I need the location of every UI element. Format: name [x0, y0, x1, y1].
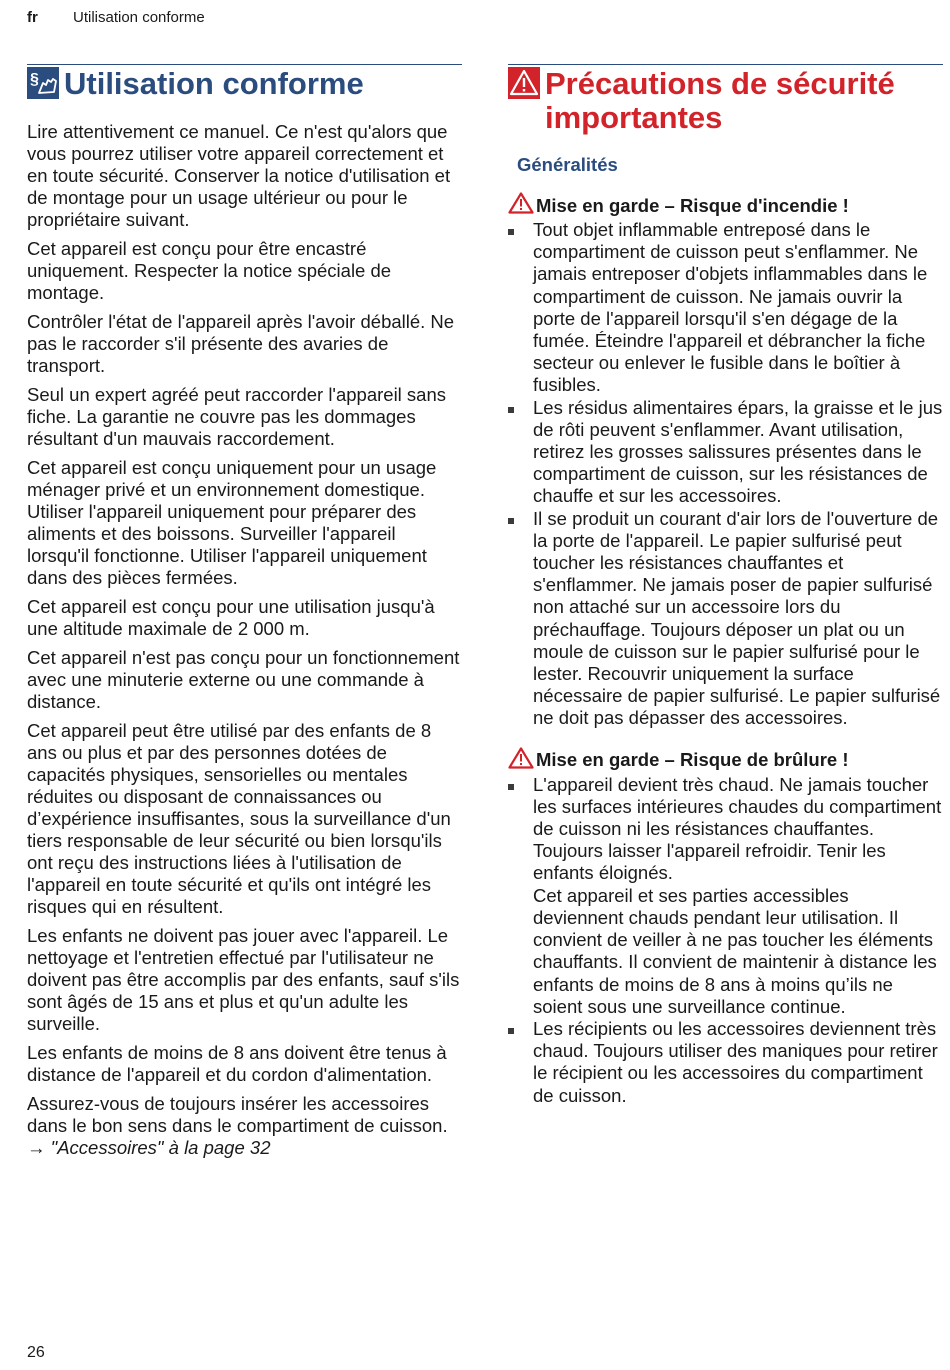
fire-warning-heading: [508, 192, 943, 219]
paragraph: Cet appareil est conçu uniquement pour un usage ménager privé et un environnement domestique. Utiliser l'appareil uniquement pour préparer des aliments et des boissons. Surveiller l'appareil lorsqu'il fonctionne. Utiliser l'appareil uniquement dans des pièces fermées.: [27, 457, 437, 588]
fire-warning-title: Mise en garde – Risque d'incendie !: [536, 194, 849, 216]
list-item: [508, 508, 943, 730]
paragraph: Cet appareil est conçu pour être encastré uniquement. Respecter la notice spéciale de montage.: [27, 238, 392, 303]
burn-warning-title: Mise en garde – Risque de brûlure !: [536, 749, 849, 771]
left-title-rule: [27, 64, 462, 101]
language-label: fr: [27, 9, 38, 26]
cross-reference-link[interactable]: "Accessoires" à la page 32: [50, 1137, 271, 1158]
list-item: [508, 219, 943, 397]
bullet-square-icon: [508, 1028, 514, 1034]
intro-paragraph: Lire attentivement ce manuel. Ce n'est qu'alors que vous pourrez utiliser votre appareil correctement et en toute sécurité. Conserver la notice d'utilisation et de montage pour un usage ultérieur ou pour le propriétaire suivant.: [27, 121, 451, 230]
bullet-square-icon: [508, 229, 514, 235]
paragraph: Cet appareil est conçu pour une utilisation jusqu'à une altitude maximale de 2 000 m.: [27, 596, 435, 639]
section-subheading: Généralités: [517, 154, 618, 175]
warning-icon: [508, 67, 540, 99]
paragraph: Les enfants de moins de 8 ans doivent être tenus à distance de l'appareil et du cordon d'alimentation.: [27, 1042, 447, 1085]
arrow-right-icon: →: [27, 1137, 46, 1158]
page-number: 26: [27, 1344, 45, 1361]
warning-triangle-icon: [508, 192, 534, 219]
bullet-square-icon: [508, 407, 514, 413]
warning-triangle-icon: [508, 747, 534, 774]
paragraph: Les enfants ne doivent pas jouer avec l'appareil. Le nettoyage et l'entretien effectué par l'utilisateur ne doivent pas être accomplis par des enfants, sauf s'ils sont âgés de 15 ans et plus et qu'un adulte les surveille.: [27, 925, 460, 1034]
list-item: [508, 397, 943, 508]
burn-warning-list: [508, 774, 943, 1107]
right-page-title: Précautions de sécurité importantes: [545, 66, 895, 135]
paragraph: Cet appareil n'est pas conçu pour un fonctionnement avec une minuterie externe ou une commande à distance.: [27, 647, 460, 712]
bullet-square-icon: [508, 518, 514, 524]
right-title-rule: [508, 64, 943, 135]
paragraph: Cet appareil peut être utilisé par des enfants de 8 ans ou plus et par des personnes dotées de capacités physiques, sensorielles ou mentales réduites ou disposant de connaissances ou d’expérience insuffisantes, sous la surveillance d'un tiers responsable de leur sécurité ou bien lorsqu'ils ont reçu des instructions liées à l'utilisation de l'appareil en toute sécurité et qu'ils ont intégré les risques qui en résultent.: [27, 720, 451, 917]
list-item-text: L'appareil devient très chaud. Ne jamais toucher les surfaces intérieures chaudes du compartiment de cuisson ni les résistances chauffantes. Toujours laisser l'appareil refroidir. Tenir les enfants éloignés.: [533, 773, 942, 884]
list-item-continuation: Cet appareil et ses parties accessibles deviennent chauds pendant leur utilisation. Il convient de veiller à ne pas toucher les éléments chauffants. Il convient de maintenir à distance les enfants de moins de 8 ans à moins qu’ils ne soient sous une surveillance continue.: [533, 884, 937, 1017]
list-item-text: Les résidus alimentaires épars, la graisse et le jus de rôti peuvent s'enflammer. Avant utilisation, retirez les grosses salissures présentes dans le compartiment de cuisson, sur les résistances de chauffe et sur les accessoires.: [533, 396, 943, 507]
accessories-paragraph: [27, 1093, 462, 1159]
paragraph: Contrôler l'état de l'appareil après l'avoir déballé. Ne pas le raccorder s'il présente des avaries de transport.: [27, 311, 455, 376]
right-column: [508, 64, 943, 1107]
header-section-title: Utilisation conforme: [73, 9, 205, 26]
list-item-text: Tout objet inflammable entreposé dans le compartiment de cuisson peut s'enflammer. Ne jamais entreposer d'objets inflammables dans le compartiment de cuisson. Ne jamais ouvrir la porte de l'appareil lorsqu'il s'en dégage de la fumée. Éteindre l'appareil et débrancher la fiche secteur ou enlever le fusible dans le boîtier à fusibles.: [533, 219, 928, 396]
fire-warning-list: [508, 219, 943, 730]
list-item: [508, 1018, 943, 1107]
bullet-square-icon: [508, 784, 514, 790]
list-item-text: Les récipients ou les accessoires deviennent très chaud. Toujours utiliser des maniques pour retirer le récipient ou les accessoires du compartiment de cuisson.: [533, 1017, 938, 1106]
left-page-title: Utilisation conforme: [64, 66, 364, 101]
list-item-text: Il se produit un courant d'air lors de l'ouverture de la porte de l'appareil. Le papier sulfurisé peut toucher les résistances chauffantes et s'enflammer. Ne jamais poser de papier sulfurisé non attaché sur un accessoire lors du préchauffage. Toujours déposer un plat ou un moule de cuisson sur le papier sulfurisé pour le lester. Recouvrir uniquement la surface nécessaire de papier sulfurisé. Le papier sulfurisé ne doit pas dépasser des accessoires.: [533, 507, 941, 729]
section-hand-icon: [27, 67, 59, 99]
burn-warning-heading: [508, 747, 943, 774]
paragraph: Seul un expert agréé peut raccorder l'appareil sans fiche. La garantie ne couvre pas les dommages résultant d'un mauvais raccordement.: [27, 384, 447, 449]
list-item: [508, 774, 943, 1018]
accessories-text: Assurez-vous de toujours insérer les accessoires dans le bon sens dans le compartiment de cuisson.: [27, 1093, 448, 1136]
left-column: [27, 64, 462, 1166]
page-header: [27, 9, 205, 26]
svg-text:§: §: [30, 71, 39, 88]
